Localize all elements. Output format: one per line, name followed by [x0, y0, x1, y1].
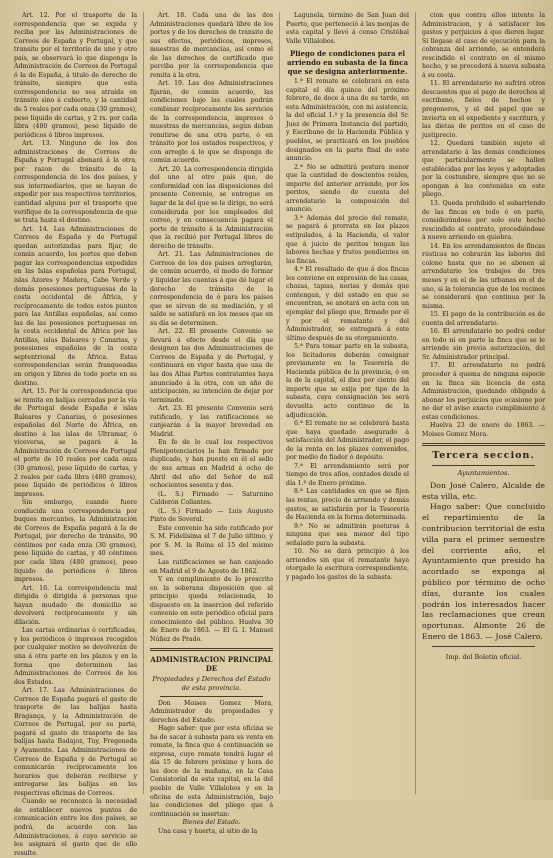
divider-line	[432, 465, 535, 466]
column-3	[286, 12, 409, 794]
paragraph: Lagunela, término de San Juan del Puerto, que perteneció á las monjas de esta capital y llevó á censo Cristóbal Valle Villalobos.	[286, 12, 410, 45]
paragraph: Hago saber: que por esta oficina se ha de sacar á subasta para su venta en remate, la finca que á continuación se expresa, cuyo remate tendrá lugar el día 15 de febrero próximo y hora de las doce de la mañana, en la Casa Consistorial de esta capital, en la del pueblo de Valle Villalobos y en la oficina de esta Administración, bajo las condiciones del pliego que á continuación se insertan:	[150, 725, 274, 818]
paragraph: En fe de lo cual los respectivos Plenipotenciarios lo han firmado por duplicado, y han puesto en él el sello de sus armas en Madrid á ocho de Abril del año del Señor de mil ochocientos sesenta y dos.	[150, 439, 274, 490]
paragraph: (L. S.) Firmado — Saturnino Calderón Collantes.	[150, 490, 274, 507]
divider-line	[160, 696, 263, 697]
paragraph: 15. El pago de la contribución es de cuenta del arrendatario.	[422, 311, 546, 327]
paragraph: Art. 15. Por la correspondencia que se remita en balijas cerradas por la vía de Portugal desde España é islas Baleares y Canarias, ó posesiones españolas del Norte de África, en destino á las islas de Ultramar, ó viceversa, se pagará á la Administración de Correos de Portugal el porte de 10 reales por cada onza (30 gramos), peso líquido de cartas, y 2 reales por cada libra (480 gramos), peso líquido de periódicos ó libros impresos.	[14, 388, 138, 498]
section-subtitle: Ayuntamientos.	[457, 469, 510, 478]
paragraph: Art. 17. Las Administraciones de Correos de España pagará el gasto de trasporte de las balijas hasta Bragança, y la Administración de Correos de Portugal, por su parte, pagará el gasto de trasporte de las balijas hasta Badajoz, Tuy, Fregeneda y Ayamonte. Las Administraciones de Correos de España y de Portugal se comunicarán recíprocamente los horarios que deberán recibirse y entregarse las balijas en las respectivas oficinas de Correos.	[14, 687, 138, 797]
column-4	[422, 12, 545, 794]
paragraph: Art. 22. El presente Convenio se llevará á efecto desde el día que designen las dos Administraciones de Correos de España y de Portugal, y continuará en vigor hasta que una de las dos Altas Partes contratantes haya anunciado á la otra, con un año de anticipación, su intención de dejar por terminado.	[150, 328, 274, 404]
paragraph: (L. S.) Firmado — Luis Augusto Pinto de Soveral.	[150, 507, 274, 524]
paragraph: Art. 18. Cada una de las dos Administraciones quedará libre de los portes y de los derechos de tránsito de sus efectos, periódicos, impresos, muestras de mercancías, así como el de las derechos de certificado que perciba por la correspondencia que remita á la otra.	[150, 12, 274, 79]
paragraph: 11. El arrendatario no sufrirá otros descuentos que el pago de derechos al escribano, fieles de hechos y pregoneros, y el del papel que se invierta en el expediente y escritura, y las dietas de peritos en el caso de justiprecio.	[422, 80, 546, 139]
paragraph: Art. 20. La correspondencia dirigida del uno al otro país que, de conformidad con las disposiciones del presente Convenio, se entregue en lugar de la del que se le dirige, no será considerada por los empleados del correo, y en consecuencia pagará el porte de tránsito á la Administración que la recibió por Portugal libres de derecho de tránsito.	[150, 165, 274, 250]
paragraph: 1.ª El remate se celebrará en esta capital el día quince del próximo febrero, de doce á una de su tarde, en esta Administración, con mi asistencia, la del oficial 1.º y la presencia del Sr. Juez de Primera Instancia del partido, y Escribano de la Hacienda Pública y pueblos, se practicará en los pueblos designados en la parte final de este anuncio.	[286, 78, 410, 163]
section-title: Pliego de condiciones para el arriendo en subasta de la finca que se designa anteriormente.	[286, 49, 409, 77]
paragraph: 2.ª No se admitirá postura menor que la cantidad de doscientos reales, importe del anterior arriendo, por los peritos, siendo de cuenta del arrendatario la composición del anuncio.	[286, 163, 410, 214]
paragraph: Este convenio ha sido ratificado por S. M. Fidelísima el 7 de Julio último, y por S. M. la Reina el 15 del mismo mes.	[150, 524, 274, 558]
paragraph: Art. 16. La correspondencia mal dirigida ó dirigida á personas que hayan mudado de domicilio se devolverá recíprocamente y sin dilación.	[14, 584, 138, 626]
section-rule	[150, 648, 273, 651]
section-title: ADMINISTRACION PRINCIPAL DE	[150, 655, 273, 674]
paragraph: Art. 19. Las dos Administraciones fijarán, de común acuerdo, las condiciones bajo las cuales podrán combinar recíprocamente los servicios de la correspondencia, impresos ó muestras de mercancías, según deban remitirse de una otra parte, ó en tránsito por los estados respectivos, y con arreglo á lo que se disponga de común acuerdo.	[150, 80, 274, 165]
paragraph: 6.ª El remate no se celebrará hasta que haya quedado asegurado á satisfacción del Administrador, el pago de la renta en los plazos convenidos, por medio de fiador ó depósito.	[286, 420, 410, 462]
paragraph: Art. 21. Las Administraciones de Correos de los dos países arreglarán, de común acuerdo, el modo de formar y liquidar las cuentas á que dé lugar el derecho de tránsito de la correspondencia de ó para los países que se sirvan de su mediación, y el saldo se satisfará en los meses que en su día se determinen.	[150, 251, 274, 327]
paragraph: 3.ª Además del precio del remate, se pagará á prorrata en los plazos estipulados, á la Hacienda, el valor que á juicio de peritos tengan las labores hechas y frutos pendientes en las fincas.	[286, 214, 410, 265]
divider-line	[432, 646, 535, 647]
paragraph: 7.ª El arrendamiento será por tiempo de tres años, contados desde el día 1.º de Enero próximo.	[286, 462, 410, 487]
column-1	[14, 12, 138, 857]
column-divider	[279, 12, 280, 794]
paragraph: 5.ª Para tomar parte en la subasta, los licitadores deberán consignar previamente en la Tesorería de Hacienda pública de la provincia, ó en la de la capital, el diez por ciento del importe que se exija por tipo de la subasta, cuya consignación les será devuelta acto continuo de la adjudicación.	[286, 343, 410, 419]
paragraph: Art. 13. Ninguno de los dos administraciones de Correos de España y Portugal abonará á la otra, por razon de tránsito de la correspondencia de los dos países, y sus intermediarios, que se hayan de expedir por sus respectivos territorios, cantidad alguna por el trasporte que verifique de la correspondencia de que se trata hasta el destino.	[14, 140, 138, 225]
paragraph: 4.ª El resultado de que á dos fincas les conviene en expresión de las casas, chozas, tapias, norias y demás que contengan, y del estado en que se encuentran, se anotará en acta con un ejemplar del pliego que, firmado por él y por el rematante y del Administrador, se entregará á este último después de su otorgamiento.	[286, 266, 410, 342]
column-divider	[415, 12, 416, 794]
paragraph: Una casa y huerta, al sitio de la	[158, 827, 258, 835]
paragraph: Las ratificaciones se han canjeado en Madrid el 9 de Agosto de 1862.	[150, 559, 274, 575]
column-2	[150, 12, 274, 835]
column-divider	[143, 12, 144, 794]
paragraph: 16. El arrendatario no podrá ceder en todo ni en parte la finca que se le arriende sin previa autorización, del Sr. Administrador principal.	[422, 328, 546, 361]
section-title: Tercera seccion.	[432, 450, 535, 462]
printer-footer: Imp. del Boletín oficial.	[445, 652, 522, 661]
paragraph: Art. 14. Las Administraciones de Correos de España y de Portugal quedan autorizadas para fijar, de común acuerdo, los portes que deben pagar las correspondencias expedidas en las Islas españolas para Portugal, islas Azores y Madera, Cabo Verde y demás posesiones portuguesas de la costa occidental de África, y recíprocamente de todos estos puntos para las Antillas españolas, así como las de las posesiones portuguesas en la costa occidental de África por las Antillas, islas Baleares y Canarias, y posesiones españolas de la costa septentrional de África. Estas correspondencias serán franqueadas en origen y libres de todo porte en su destino.	[14, 225, 138, 387]
edict-paragraph: Hago saber: Que concluido el repartimiento de la contribucion territorial de esta villa para el primer semestre del corriente año, el Ayuntamiento que presido ha acordado se exponga al público por término de ocho días, durante los cuales podrán los interesados hacer las reclamaciones que crean oportunas. Almonte 26 de Enero de 1863. — José Calero.	[422, 502, 546, 642]
paragraph: Huelva 23 de enero de 1863. — Moises Gomez Mora.	[422, 422, 546, 438]
paragraph: 12. Quedará también sujeto el arrendatario á las demás condiciones que particularmente se hallen establecidas por las leyes y adoptadas por la costumbre, siempre que no se opongan á las contenidas en este pliego.	[422, 140, 546, 199]
paragraph: 9.ª No se admitirán posturas á ninguna que sea menor del tipo señalado para la subasta.	[286, 522, 410, 547]
paragraph: 8.ª Las cantidades en que se fijen las rentas, precio de arriendo y demás gastos, se satisfarán por la Tesorería de Hacienda en la forma determinada.	[286, 488, 410, 522]
edict-paragraph: Don José Calero, Alcalde de esta villa, etc.	[422, 480, 546, 501]
paragraph: Y en cumplimiento de lo prescrito en la soberana disposición que al principio queda relacionada, lo dispuesto en la insercion del referido convenio en este periódico oficial para conocimiento del público. Huelva 30 de Enero de 1863. — El G. I. Manuel Núñez de Prado.	[150, 576, 274, 643]
paragraph: 17. El arrendatario no podrá proceder á quema de ninguna especie en la finca sin licencia de esta Administración, quedando obligado á abonar los perjuicios que ocasione por no dar el aviso exacto cumplimiento á estas condiciones.	[422, 362, 546, 421]
paragraph: 14. En los arrendamientos de fincas rústicas no cobrarán las labores del colono hasta que no se abonen al arrendatario los trabajos de tres meses y en el de las urbanas en el de uno, si la tolerancia que de los vecinos se considerará que continua por la misma.	[422, 242, 546, 310]
paragraph: Las cartas ordinarias ó certificadas, y los periódicos ó impresos recogidos por cualquier motivo se devolverán de una á otra parte en los plazos y en la forma que determinen las Administraciones de Correos de los dos Estados.	[14, 627, 138, 686]
paragraph: 10. No se dará principio á los arriendos sin que el rematante haya otorgado la escritura correspondiente, y pagado los gastos de la subasta.	[286, 548, 410, 581]
paragraph: Don Moises Gomez Mora, Administrador de propiedades y derechos del Estado.	[150, 699, 274, 724]
paragraph: Sin embargo, cuando fuere conducida una correspondencia por buques mercantes, la Administración de Correos de España pagará á la de Portugal, por derecho de tránsito, 90 céntimos por cada onza (30 gramos), peso líquido de cartas, y 40 céntimos por cada libra (480 gramos), peso líquido de periódicos ó libros impresos.	[14, 499, 138, 584]
section-rule	[422, 443, 545, 446]
paragraph: Art. 12. Por el trasporte de la correspondencia que se expida y reciba por las Administraciones de Correos de España y Portugal, y que transite por el territorio de uno y otro país, se observará lo que disponga la Administración de Correos de Portugal ó la de España, á titulo de derecho de tránsito, siempre que esta correspondencia no sea atraída en tránsito sino á cubierto, y la cantidad de 5 reales por cada onza (30 gramos), peso líquido de cartas, y 2 rs. por cada libra (480 gramos), peso líquido de periódicos ó libros impresos.	[14, 12, 138, 139]
paragraph: 13. Queda prohibido el subarriendo de las fincas en todo ó en parte, considerándose por solo este hecho rescindido el contrato, procediéndose á nuevo arriendo en quiebra.	[422, 200, 546, 242]
paragraph: Cuando se reconozca la necesidad de establecer nuevos puntos de comunicación entre los dos países, se podrá, de acuerdo con las Administraciones, á cuyo servicio se les asignará el gasto que de ello resulte.	[14, 798, 138, 857]
section-subtitle: Propiedades y Derechos del Estado de esta provincia.	[152, 675, 271, 693]
paragraph: cion que contra ellos intente la Administracion, y á satisfacer los gastos y perjuicios á que dieren lugar. Si llegase el caso de ejecución para la cobranza del arriendo, se entenderá rescindido el contrato en el mismo hecho, y se procederá á nueva subasta á su costa.	[422, 12, 546, 79]
subheading: Bienes del Estado.	[182, 819, 241, 827]
paragraph: Art. 23. El presente Convenio será ratificado, y las ratificaciones se canjearán á la mayor brevedad en Madrid.	[150, 405, 274, 438]
